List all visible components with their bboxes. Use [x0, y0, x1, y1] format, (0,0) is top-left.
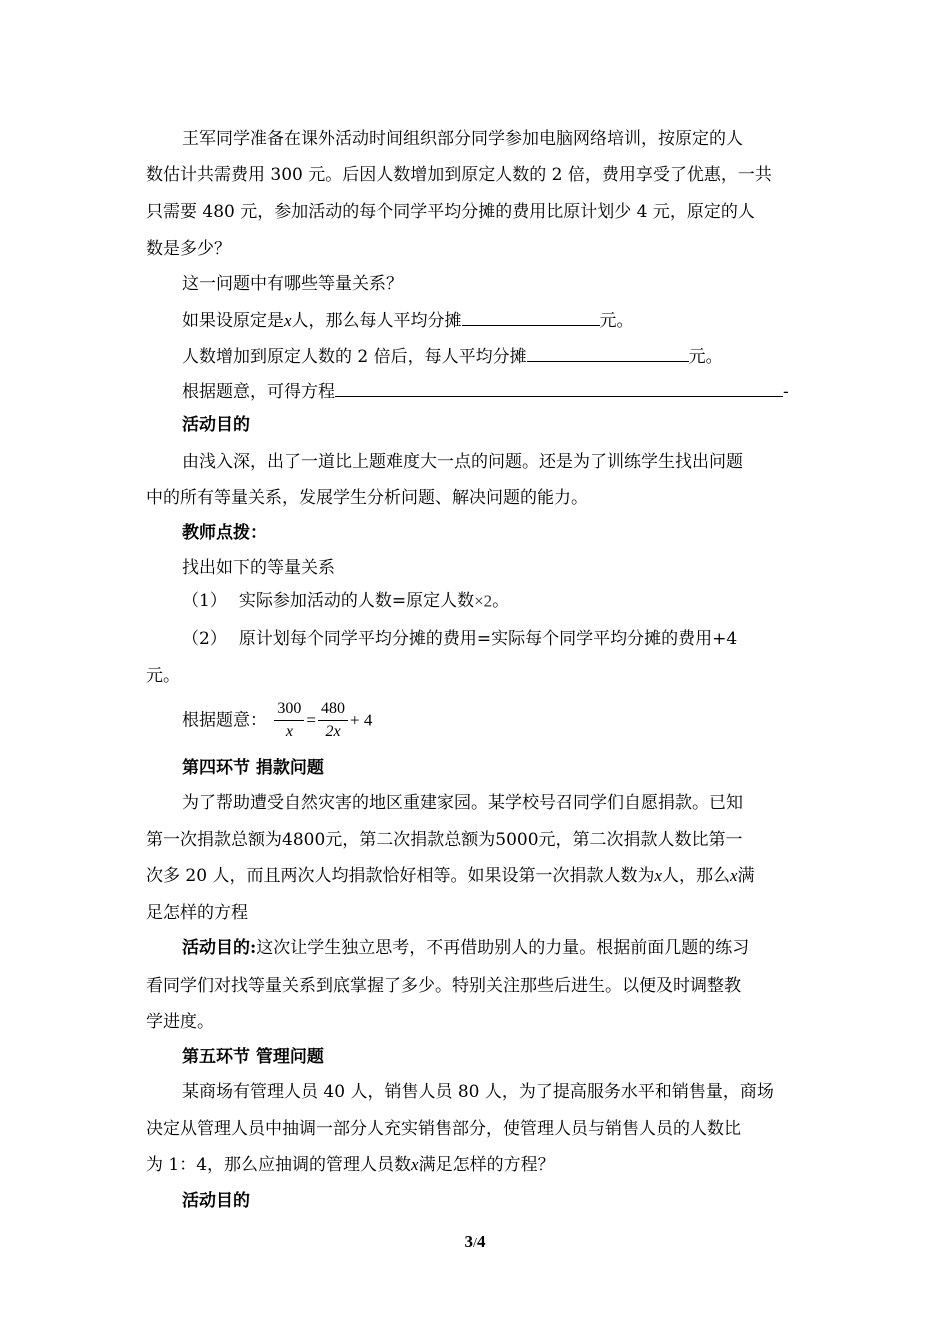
relation-item: （1） 实际参加活动的人数=原定人数×2。: [182, 591, 510, 611]
question-line: 人数增加到原定人数的 2 倍后，每人平均分摊 元。: [182, 344, 810, 368]
paragraph-line: 为 1：4，那么应抽调的管理人员数x满足怎样的方程？: [146, 1155, 555, 1175]
section-heading: 活动目的: [182, 1191, 250, 1211]
relation-item: （2） 原计划每个同学平均分摊的费用=实际每个同学平均分摊的费用+4: [182, 629, 738, 649]
section-heading: 第五环节 管理问题: [182, 1047, 324, 1067]
problem-text-line: 数是多少？: [146, 239, 231, 259]
section-heading: 第四环节 捐款问题: [182, 758, 324, 778]
paragraph-line: 为了帮助遭受自然灾害的地区重建家园。某学校号召同学们自愿捐款。已知: [182, 793, 743, 813]
paragraph-line: 找出如下的等量关系: [182, 558, 335, 578]
answer-blank: [335, 379, 783, 397]
problem-text-line: 只需要 480 元，参加活动的每个同学平均分摊的费用比原计划少 4 元，原定的人: [146, 202, 755, 222]
question-line: 如果设原定是x人，那么每人平均分摊 元。: [182, 308, 810, 332]
paragraph-line: 中的所有等量关系，发展学生分析问题、解决问题的能力。: [146, 488, 588, 508]
equation-line: 根据题意： $\frac{300}{x}$ = $\frac{480}{2x}$ + 4: [182, 697, 810, 744]
section-heading: 教师点拨：: [182, 523, 267, 543]
answer-blank: [527, 344, 689, 362]
paragraph-line: 足怎样的方程: [146, 903, 248, 923]
paragraph-line: 某商场有管理人员 40 人，销售人员 80 人，为了提高服务水平和销售量，商场: [182, 1082, 774, 1102]
problem-text-line: 王军同学准备在课外活动时间组织部分同学参加电脑网络培训，按原定的人: [182, 129, 743, 149]
paragraph-line: 活动目的:这次让学生独立思考，不再借助别人的力量。根据前面几题的练习: [182, 938, 750, 958]
paragraph-line: 第一次捐款总额为4800元，第二次捐款总额为5000元，第二次捐款人数比第一: [146, 830, 743, 850]
paragraph-line: 次多 20 人，而且两次人均捐款恰好相等。如果设第一次捐款人数为x人，那么x满: [146, 866, 755, 886]
question-line: 根据题意，可得方程 -: [182, 379, 810, 403]
paragraph-line: 决定从管理人员中抽调一部分人充实销售部分，使管理人员与销售人员的人数比: [146, 1119, 741, 1139]
answer-blank: [462, 308, 600, 326]
paragraph-line: 学进度。: [146, 1012, 214, 1032]
fraction: $\frac{300}{x}$: [274, 698, 304, 743]
fraction: $\frac{480}{2x}$: [318, 698, 348, 743]
paragraph-line: 由浅入深，出了一道比上题难度大一点的问题。还是为了训练学生找出问题: [182, 452, 743, 472]
relation-item-cont: 元。: [146, 666, 180, 686]
paragraph-line: 看同学们对找等量关系到底掌握了多少。特别关注那些后进生。以便及时调整教: [146, 976, 741, 996]
section-heading: 活动目的: [182, 415, 250, 435]
page-number: 3/4: [464, 1232, 486, 1251]
problem-text-line: 数估计共需费用 300 元。后因人数增加到原定人数的 2 倍，费用享受了优惠，一共: [146, 165, 772, 185]
question-line: 这一问题中有哪些等量关系？: [182, 274, 403, 294]
